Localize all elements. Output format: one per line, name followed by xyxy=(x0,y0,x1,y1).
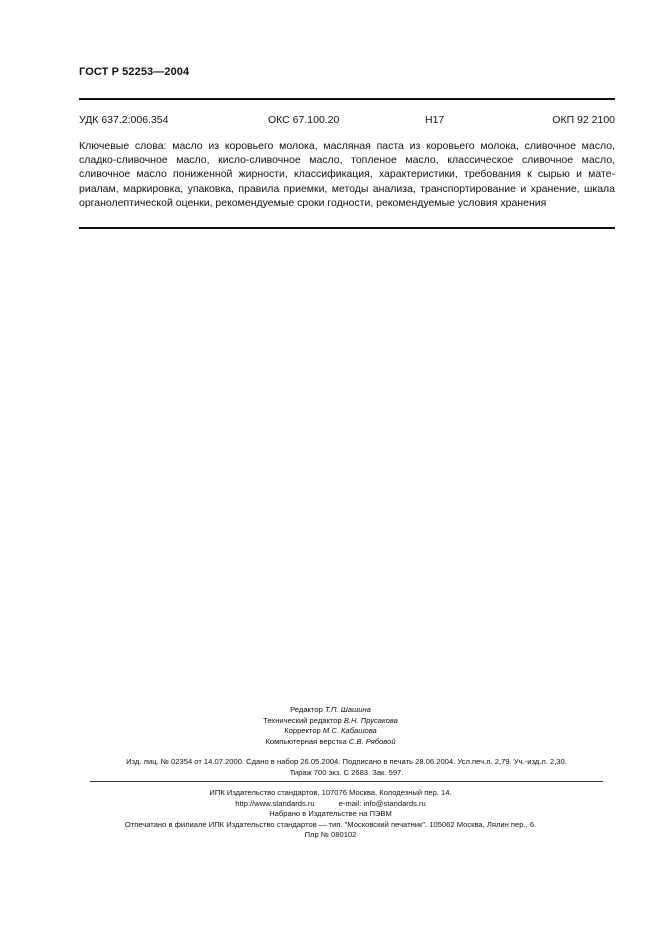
credit-role: Технический редактор xyxy=(263,715,342,725)
keywords-paragraph: Ключевые слова: масло из коровьего молока, масляная паста из коровьего молока, сливочное масло, сладко-сливочное масло, кисло-сливочное масло, топленое масло, классическое сливочное масло, сливочное масло пониженной жирности, классификация, характеристики, требования к сырью и материалам, маркировка, упаковка, правила приемки, методы анализа, транспортирование и хранение, шкала органолептической оценки, рекомендуемые сроки годности, рекомендуемые условия хранения xyxy=(79,140,615,209)
top-rule xyxy=(79,98,615,100)
printed-note: Отпечатано в филиале ИПК Издательство стандартов — тип. "Московский печатник". 105062 Москва, Лялин пер., 6. xyxy=(124,819,537,829)
website-link[interactable]: http://www.standards.ru xyxy=(235,798,315,808)
credit-role: Редактор xyxy=(290,705,323,714)
publication-info xyxy=(90,757,603,779)
credit-name: В.Н. Прусакова xyxy=(343,715,398,725)
credit-line xyxy=(0,737,661,748)
credit-line xyxy=(0,716,661,727)
contact-line xyxy=(0,799,661,810)
group-code: Н17 xyxy=(425,114,445,126)
publisher-address: ИПК Издательство стандартов, 107076 Москва, Колодезный пер. 14. xyxy=(209,788,452,797)
email-link[interactable]: e-mail: info@standards.ru xyxy=(338,798,426,808)
credit-line xyxy=(0,705,661,716)
okp-code: ОКП 92 2100 xyxy=(552,114,615,126)
credits-block xyxy=(0,705,661,747)
middle-rule xyxy=(79,227,615,229)
typeset-note: Набрано в Издательстве на ПЭВМ xyxy=(269,809,392,819)
document-id: ГОСТ Р 52253—2004 xyxy=(79,66,190,78)
thin-rule xyxy=(90,781,603,782)
credit-name: С.В. Рябовой xyxy=(348,736,396,746)
plr-number: Плр № 080102 xyxy=(304,830,357,840)
credit-line xyxy=(0,726,661,737)
credit-name: М.С. Кабашова xyxy=(322,726,377,736)
publication-line-2: Тираж 700 экз. С 2683. Зак. 597. xyxy=(289,767,404,777)
publication-line-1: Изд. лиц. № 02354 от 14.07.2000. Сдано в набор 26.05.2004. Подписано в печать 28.06.2004. Усл.печ.л. 2,79. Уч.-изд.л. 2,30. xyxy=(126,757,567,766)
credit-name: Т.П. Шашина xyxy=(324,705,371,714)
credit-role: Компьютерная верстка xyxy=(265,736,347,746)
credit-role: Корректор xyxy=(284,726,321,736)
oks-code: ОКС 67.100.20 xyxy=(268,114,340,126)
udk-code: УДК 637.2:006.354 xyxy=(79,114,169,126)
imprint-block xyxy=(0,788,661,841)
